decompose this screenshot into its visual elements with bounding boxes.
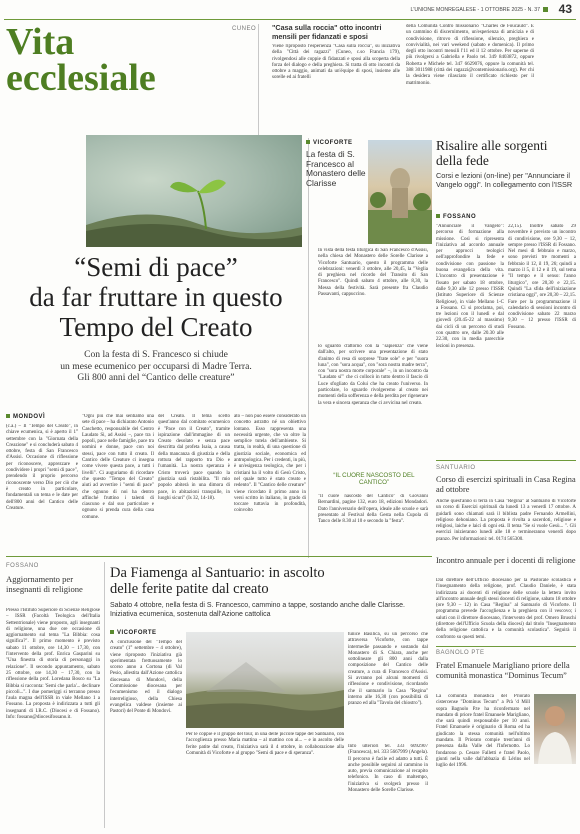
middle-title: La festa di S. Francesco al Monastero delle Clarisse bbox=[306, 149, 366, 188]
field-illustration bbox=[186, 632, 344, 728]
sprout-photo bbox=[86, 135, 302, 247]
header-rule bbox=[4, 19, 576, 20]
divider bbox=[308, 138, 309, 558]
tag-square-icon bbox=[110, 630, 114, 634]
section-title-line2: ecclesiale bbox=[6, 57, 156, 99]
docenti-title: Incontro annuale per i docenti di religione bbox=[436, 556, 576, 565]
fiamenga-subtitle: Sabato 4 ottobre, nella festa di S. Francesco, cammino a tappe, sostando anche dalle Clarisse. Iniziativa ecumenica, sostenuta dall'Azione cattolica bbox=[110, 602, 405, 618]
fossano-body: Presso l'Istituto Superiore di Scienze Religiose – ISSR (Facoltà Teologica dell'Italia Settentrionale) viene proposto, agli insegnanti di religione, una due ore occasione di aggiornamento sul tema "La Bibbia: cosa significa?". Il primo momento è previsto sabato 11 ottobre, ore 14,30 – 17,30, con l'intervento della prof. Enrica Gasparini su "Una finestra di storia di personaggi in relazione". Il secondo appuntamento, sabato 25 ottobre, ore 14,30 – 17,30, con la riflessione della prof. Loredana Bosco su "La Bibbia si racconta: 'Semi che parla'... declinare piccoli...". I due pomeriggi si terranno presso l'aula magna dell'ISSR in viale Mellano 1 a Fossano. La proposta è indirizzata a tutti gli insegnanti di I.R.C. (Diocesi e di Fossano). Info: fossano@diocesifossano.it. bbox=[6, 608, 100, 721]
main-headline bbox=[6, 252, 306, 342]
main-title-line1: “Semi di pace” bbox=[74, 252, 238, 282]
bagnolo-tag: BAGNOLO PTE bbox=[436, 650, 485, 656]
tag-square-icon bbox=[436, 214, 440, 218]
middle-body-2: lo sguardo d'attorno con la "sapienza" che viene dall'alto, per scrivere una presentazione di stato d'animo di resa di sorprese "frate sole" e per "suora luna", con "sora acqua", con "sora nostra madre terra", con "sora nostra morte corporale" –, in un incontro da "Laudato si'" che ci collocò in tutto dentro il fascio di Luce sfogliato da Colui che ha creato l'universo. In particolare, lo sguardo rivolgeremo al creato nei momenti della sofferenza e della perdita per rigenerare la vera e sincera speranza che ci avvicina nel creato. bbox=[318, 344, 428, 406]
page-number: 43 bbox=[558, 2, 572, 16]
page-header bbox=[300, 4, 572, 18]
tag-square-icon bbox=[6, 414, 10, 418]
main-tag bbox=[6, 414, 45, 420]
fiamenga-title-line2: delle ferite patite dal creato bbox=[110, 581, 269, 597]
sprout-illustration bbox=[86, 135, 302, 247]
priest-portrait bbox=[534, 694, 576, 764]
risalire-subtitle: Corsi e lezioni (on-line) per "Annunciare il Vangelo oggi". In collegamento con l'ISSR bbox=[436, 171, 573, 189]
section-title bbox=[6, 21, 176, 99]
main-col-1: (c.a.) – Il "Tempo del Creato", in chiave ecumenica, si è aperto il 1° settembre con la "Giornata della Creazione" e si concluderà sabato 4 ottobre, festa di San Francesco d'Assisi. Occasione di riflessione per riconoscere, apprezzare e condividere i propri "semi di pace", prendendo il proprio percorso riconoscente verso Dio per ciò che è creato in particolare, fondamentali un tema e le date per dell'800 anni del Cantico delle Creature. bbox=[6, 424, 78, 511]
fossano-title: Aggiornamento per insegnanti di religione bbox=[6, 574, 83, 594]
main-col-4: ato – non può essere considerato un concetto astratto né un obiettivo lontano. Esso rappresenta una necessità urgente, che va oltre la semplice tutela dell'ambiente. Si tratta, in realtà, di una questione di giustizia sociale, economica ed antropologica. Per i credenti, in più, è un'esigenza teologica, che per i cristiani ha il volto di Gesù Cristo, nel quale tutto è stato creato e redento". Il "Cantico delle creature" viene ricordato il primo anno in versi scritto in italiano, in grado di toccare tuttavia in profondità, coinvolto bbox=[234, 414, 306, 514]
fiamenga-col-3: tunice Basilica, su un percorso che attraversa Vicoforte, con tappe intermedie passando e sostando dal Monastero di S. Chiara, anche per sottolineare gli 800 anni dalla composizione del Cantico delle creature, a cura di Francesco d'Assisi. Si avranno poi alcuni momenti di riflessione e condivisione, ricordando che il santuario la Casa "Regina" interno alle 16,30 (con possibilità di pranzo ed alla "Tavola del chiostro"). bbox=[348, 632, 428, 707]
risalire-title: Risalire alle sorgenti della fede bbox=[436, 138, 548, 168]
bagnolo-title: Fratel Emanuele Marigliano priore della comunità monastica “Dominus Tecum” bbox=[436, 661, 570, 680]
middle-quote: “IL CUORE NASCOSTO DEL CANTICO” bbox=[333, 472, 415, 487]
header-square-icon bbox=[543, 7, 548, 12]
main-subtitle-line2: un mese ecumenico per occuparsi di Madre Terra. bbox=[60, 360, 252, 372]
risalire-col-2: 22,15). Inoltre sabato 29 novembre è previsto un incontro di condivisione, ore 9,30 – 12, sempre presso l'ISSR di Fossano. Nel mesi di febbraio e marzo, sono previsti tre momenti a febbraio il 12, il 19, 26; quindi a marzo il 5, il 12 e il 19, sul tema "Il tempo e il senso: l'anno liturgico", ore 20,30 e 22,15. Quindi "La sfida dell'iniziazione cristiana oggi", ore 20,30 – 22,15. Fare per la programmazione il calendario di sessioni incontro di condivisione sabato 22 marzo 9,30 – 12 presso l'ISSR di Fossano. bbox=[508, 224, 576, 330]
monastery-photo bbox=[368, 140, 432, 244]
santuario-title: Corso di esercizi spirituali in Casa Regina ad ottobre bbox=[436, 475, 576, 494]
santuario-body: Anche quest'anno si terrà in Casa "Regina" al Santuario di Vicoforte un corso di Esercizi spirituali da lunedì 13 a venerdì 17 ottobre. A guidarli sono chiamati sarà il biblista padre Fernando Armellini, religioso dehoniano. La proposta è rivolta a sacerdoti, religiose e religiosi, laiche e laici di ogni età. Il tema "Se si vuole Gesù... ". Gli esercizi inizieranno lunedì alle 18 e termineranno venerdì dopo pranzo. Per informazioni: tel. 0174 565300. bbox=[436, 499, 576, 542]
cuneo-tag-label: CUNEO bbox=[232, 26, 257, 32]
cuneo-title: "Casa sulla roccia" otto incontri mensili per fidanzati e sposi bbox=[272, 23, 382, 41]
cuneo-tag bbox=[232, 26, 256, 32]
risalire-col-1: "Annunciare il Vangelo": percorso di formazione alla missione. Così si ripresenta l'iniziativa ad accordo annuale per approcci teologici nell'approfondire la fede e condivisione con passione la buona evangelica della vita. L'incontro di presentazione è fissato per sabato 18 ottobre, dalle 9,30 alle 12 presso l'ISSR (Istituto Superiore di Scienze Religiose), in viale Mellano 1-C a Fossano. Ci si proclama, poi, tre lezioni con il lunedì e dal giovedì (20.45-22 al massimo) dai cicli di un percorso di studi con quattro ore, dalle 20.30 alle 22.30, con in media parecchie lezioni in presenza. bbox=[436, 224, 504, 349]
main-title-line3: Tempo del Creato bbox=[59, 312, 253, 342]
fiamenga-col-4: Info ulteriori tel. 333 6092907 (Francesca), tel. 333 5667999 (Angela). Il percorso è facile ed adatto a tutti. È anche possibile seguirsi al cammino in auto, previa comunicazione al recapito telefonico. In caso di maltempo, l'iniziativa si svolgerà presso il Monastero delle Sorelle Clarisse. bbox=[348, 744, 428, 794]
fiamenga-tag bbox=[110, 630, 157, 636]
main-tag-label: MONDOVÌ bbox=[13, 414, 46, 420]
fiamenga-col-1: A conclusione del "Tempo del creato" (1° settembre – 4 ottobre), viene riproposto l'iniziativa già sperimentata frettuosamente lo scorso anno a Cortona (di Val Pesio, allestita dall'Azione cattolica diocesana di Mondovì, della Commissione diocesana per l'ecumenismo ed il dialogo interreligioso, della Chiesa evangelica valdese (insieme ai Pastori) del Ponte di Mondovì. bbox=[110, 640, 182, 715]
fiamenga-tag-label: VICOFORTE bbox=[117, 630, 157, 636]
tag-square-icon bbox=[306, 140, 310, 144]
main-subtitle bbox=[6, 349, 306, 384]
middle-body-3: "Il cuore nascosto del Cantico" di Giovanni Bernardini, pagine 132, euro 18, edizioni Mondadori. Dato l'anniversario dell'opera, ideale alle scuole e sarà presentato al Festival della Gesta nella Cupola di Tanco delle 8.30 al 10 e secondo la "festa". bbox=[318, 494, 428, 525]
bagnolo-rule bbox=[436, 646, 576, 647]
main-subtitle-line1: Con la festa di S. Francesco si chiude bbox=[84, 349, 228, 360]
fossano-rule bbox=[6, 556, 432, 557]
fiamenga-title bbox=[110, 565, 430, 597]
cuneo-body-2: della Comunità Contro missionario "Charles de Foucauld". È un cammino di discernimento, un'esperienza di amicizia e di condivisione, ritrovo di riflessione, silenzio, preghiera e convivialità, nei vari weekend (sabato e domenica). Il primo degli otto incontri mensili l'11 ed il 12 ottobre. Per saperne di più rivolgersi a Gabriella e Paolo tel. 349 8403872, oppure Roberta e Michele tel. 347 6629076, oppure la comunità tel. 388 3011988 (città dei ragazzi@contemissionario.org). Per chi la desidera viene rilasciato il certificato richiesto per il matrimonio. bbox=[406, 24, 534, 86]
main-col-3: del Creato. Il tema scelto quest'anno dal comitato ecumenico è "Pace con il Creato", tramite ispirazione dall'immagine di un Creato desolato e senza pace descritta dal profeta Isaia, a causa della mancanza di giustizia e della rottura del rapporto tra Dio e l'umanità. La nostra speranza è Cristo troverà pace quando la giustizia sarà ristabilita. "Il mio popolo abiterà in una dimora di pace, in abitazioni tranquille, in luoghi sicuri" (Is 32, 14-18). bbox=[158, 414, 230, 501]
middle-tag bbox=[306, 140, 353, 146]
main-col-2: "Ogni più che mai sentiamo una sete di pace – ha dichiarato Antonio Caschetto, responsabile del Centro Laudato Si, ad Assisi –, pace tra i popoli, pace nelle famiglie, pace tra uomini e donne, pace con noi stessi, pace con tutto il creato. Il Cantico delle Creature ci insegna come vivere questa pace, a tutti i livelli". Ci auguriamo di ricordare che questo "Tempo del Creato" aiuti ad avvertire i "semi di pace" che ognuno di noi ha dentro affinché fruttino i talenti di ciascuno e dal suo particolare e ognuno si prenda cura della casa comune. bbox=[82, 414, 154, 520]
risalire-tag bbox=[436, 214, 476, 220]
header-issue: L'UNIONE MONREGALESE - 1 OTTOBRE 2025 - N. 37 bbox=[410, 7, 540, 13]
section-title-line1: Vita bbox=[6, 21, 75, 63]
cuneo-body: Viene riproposto l'esperienza "Casa sulla roccia", su iniziativa della "Città dei ragazzi" (Cuneo, c.so Francia 179), rivolgendosi alle coppie di fidanzati e sposi alla scoperta della forza del dialogo e della preghiera. Si tratta di otto incontri da ottobre a maggio, animati da un'équipe di sposi, insieme alle sorelle ed ai fratelli bbox=[272, 44, 400, 81]
santuario-rule bbox=[436, 460, 576, 461]
risalire-tag-label: FOSSANO bbox=[443, 214, 477, 220]
portrait-illustration bbox=[534, 694, 576, 764]
fiamenga-col-2: Per le coppie e il gruppo del tour, in una delle piccole tappe del Santuario, con l'accoglienza presso Maria mattina – al mattino con al... – e in ascolto delle ferite patite dal creato, l'iniziativa sarà il 4 ottobre, in collaborazione alla Comunità di Vicoforte e al gruppo "Semi di pace e di speranza". bbox=[186, 732, 344, 756]
main-title-line2: da far fruttare in questo bbox=[29, 282, 283, 312]
landscape-photo bbox=[186, 632, 344, 728]
santuario-tag: SANTUARIO bbox=[436, 465, 476, 471]
main-subtitle-line3: Gli 800 anni del “Cantico delle creature” bbox=[77, 372, 235, 383]
middle-body: In vista della festa liturgica di San Francesco d'Assisi, nella chiesa del Monastero delle Sorelle Clarisse a Vicoforte Santuario, questo il programma delle celebrazioni: venerdì 3 ottobre, alle 20,45, la "Veglia di preghiera nel ricordo del Transito di San Francesco". Quindi sabato 4 ottobre, alle 8,30, la Messa della festività. Sarà presente fra Claudio Passavanti, cappuccino. bbox=[318, 248, 428, 298]
divider bbox=[258, 24, 259, 135]
fossano-tag: FOSSANO bbox=[6, 563, 39, 569]
divider bbox=[104, 562, 105, 828]
fiamenga-title-line1: Da Fiamenga al Santuario: in ascolto bbox=[110, 565, 325, 581]
statue-illustration bbox=[368, 140, 432, 244]
docenti-body: Dal direttore dell'Ufficio diocesano per la Pastorale scolastica e l'insegnamento della religione, prof. Claudio Daniele, è stata indirizzata ai docenti di religione delle scuole la lettera invito all'incontro annuale degli stessi docenti di religione, sabato 18 ottobre (ore 9,30 – 12) in Casa "Regina" al Santuario di Vicoforte. Il programma prevede l'accoglienza e la preghiera con il vescovo; i saluti con il direttore diocesano, l'intervento del prof. Omero Bruschi (direttore dell'Ufficio Scuola della diocesi) dal titolo "Insegnamento della religione cattolica e la comunità scolastica". Seguirà il confronto su questi temi. bbox=[436, 578, 576, 640]
middle-tag-label: VICOFORTE bbox=[313, 140, 353, 146]
bagnolo-body: La comunità monastica del Priorato cistercense "Dominus Tecum" a Prà 'd Mill sopra Bagnolo P.te ha riconfermato nel mandato di priore fratel Emanuele Marigliano, che sarà quindi responsabile per 10 anni. Fratel Emanuele è originario di Roma ed ha giudicato la stessa comunità nell'ultimo mandato. Il Priorato compie trent'anni di presenza dalla Valle del l'Infernotto. Lo fondarono p. Cesare Falletti e fratel Paolo, giunti nella valle dall'abbazia di Lérins nel luglio del 1996. bbox=[436, 694, 530, 769]
